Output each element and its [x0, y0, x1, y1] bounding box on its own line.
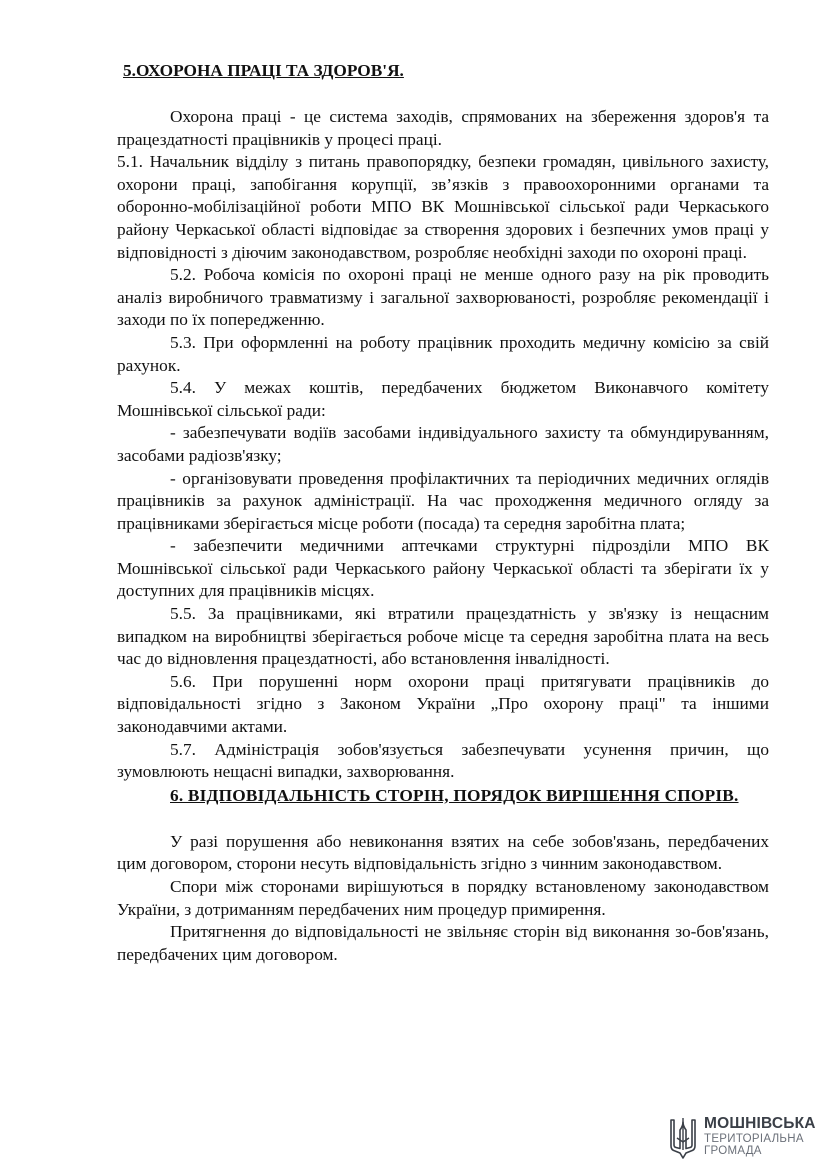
paragraph-5-5: 5.5. За працівниками, які втратили працездатність у зв'язку із нещасним випадком на виробництві зберігається робоче місце та середня заробітна плата на весь час до відновлення працездатності, або встановлення інвалідності. [117, 604, 769, 669]
paragraph-5-4-item-2: - організовувати проведення профілактичних та періодичних медичних оглядів працівників за рахунок адміністрації. На час проходження медичного огляду за працівниками зберігається місце роботи (посада) та середня заробітна плата; [117, 468, 769, 533]
section-6-heading: 6. ВІДПОВІДАЛЬНІСТЬ СТОРІН, ПОРЯДОК ВИРІШЕННЯ СПОРІВ. [170, 785, 739, 805]
paragraph-5-6: 5.6. При порушенні норм охорони праці притягувати працівників до відповідальності згідно з Законом України „Про охорону праці" та іншими законодавчими актами. [117, 671, 769, 737]
section-6-paragraph-2: Спори між сторонами вирішуються в порядку встановленому законодавством України, з дотриманням передбачених ним процедур примирення. [117, 877, 769, 919]
trident-emblem-icon [668, 1116, 698, 1160]
logo-line-2: ТЕРИТОРІАЛЬНА [704, 1132, 804, 1145]
section-6-paragraph-3: Притягнення до відповідальності не звільняє сторін від виконання зо-бов'язань, передбачених цим договором. [117, 922, 769, 964]
paragraph-5-4: 5.4. У межах коштів, передбачених бюджетом Виконавчого комітету Мошнівської сільської ради: [117, 378, 769, 420]
paragraph-5-4-item-1: - забезпечувати водіїв засобами індивідуального захисту та обмундируванням, засобами радіозв'язку; [117, 423, 769, 465]
paragraph-5-7: 5.7. Адміністрація зобов'язується забезпечувати усунення причин, що зумовлюють нещасні випадки, захворювання. [117, 739, 769, 782]
paragraph-5-3: 5.3. При оформленні на роботу працівник проходить медичну комісію за свій рахунок. [117, 332, 769, 375]
paragraph-5-2: 5.2. Робоча комісія по охороні праці не менше одного разу на рік проводить аналіз виробничого травматизму і загальної захворюваності, розробляє рекомендації і заходи по їх попередженню. [117, 265, 769, 330]
community-logo [668, 1116, 818, 1162]
section-5-intro: Охорона праці - це система заходів, спрямованих на збереження здоров'я та працездатності працівників у процесі праці. [117, 107, 769, 149]
logo-line-3: ГРОМАДА [704, 1145, 762, 1157]
section-5-heading: 5.ОХОРОНА ПРАЦІ ТА ЗДОРОВ'Я. [123, 61, 404, 80]
section-6-paragraph-1: У разі порушення або невиконання взятих на себе зобов'язань, передбачених цим договором, сторони несуть відповідальність згідно з чинним законодавством. [117, 831, 769, 874]
logo-line-1: МОШНІВСЬКА [704, 1115, 816, 1132]
paragraph-5-1: 5.1. Начальник відділу з питань правопорядку, безпеки громадян, цивільного захисту, охорони праці, запобігання корупції, зв’язків з правоохоронними органами та оборонно-мобілізаційної роботи МПО ВК Мошнівської сільської ради Черкаського району Черкаської області відповідає за створення здорових і безпечних умов праці у відповідності з діючим законодавством, розробляє необхідні заходи по охороні праці. [117, 152, 769, 262]
paragraph-5-4-item-3: - забезпечити медичними аптечками структурні підрозділи МПО ВК Мошнівської сільської ради Черкаського району Черкаської області та зберігати їх у доступних для працівників місцях. [117, 536, 769, 601]
document-page [117, 60, 769, 966]
logo-text [704, 1116, 816, 1158]
